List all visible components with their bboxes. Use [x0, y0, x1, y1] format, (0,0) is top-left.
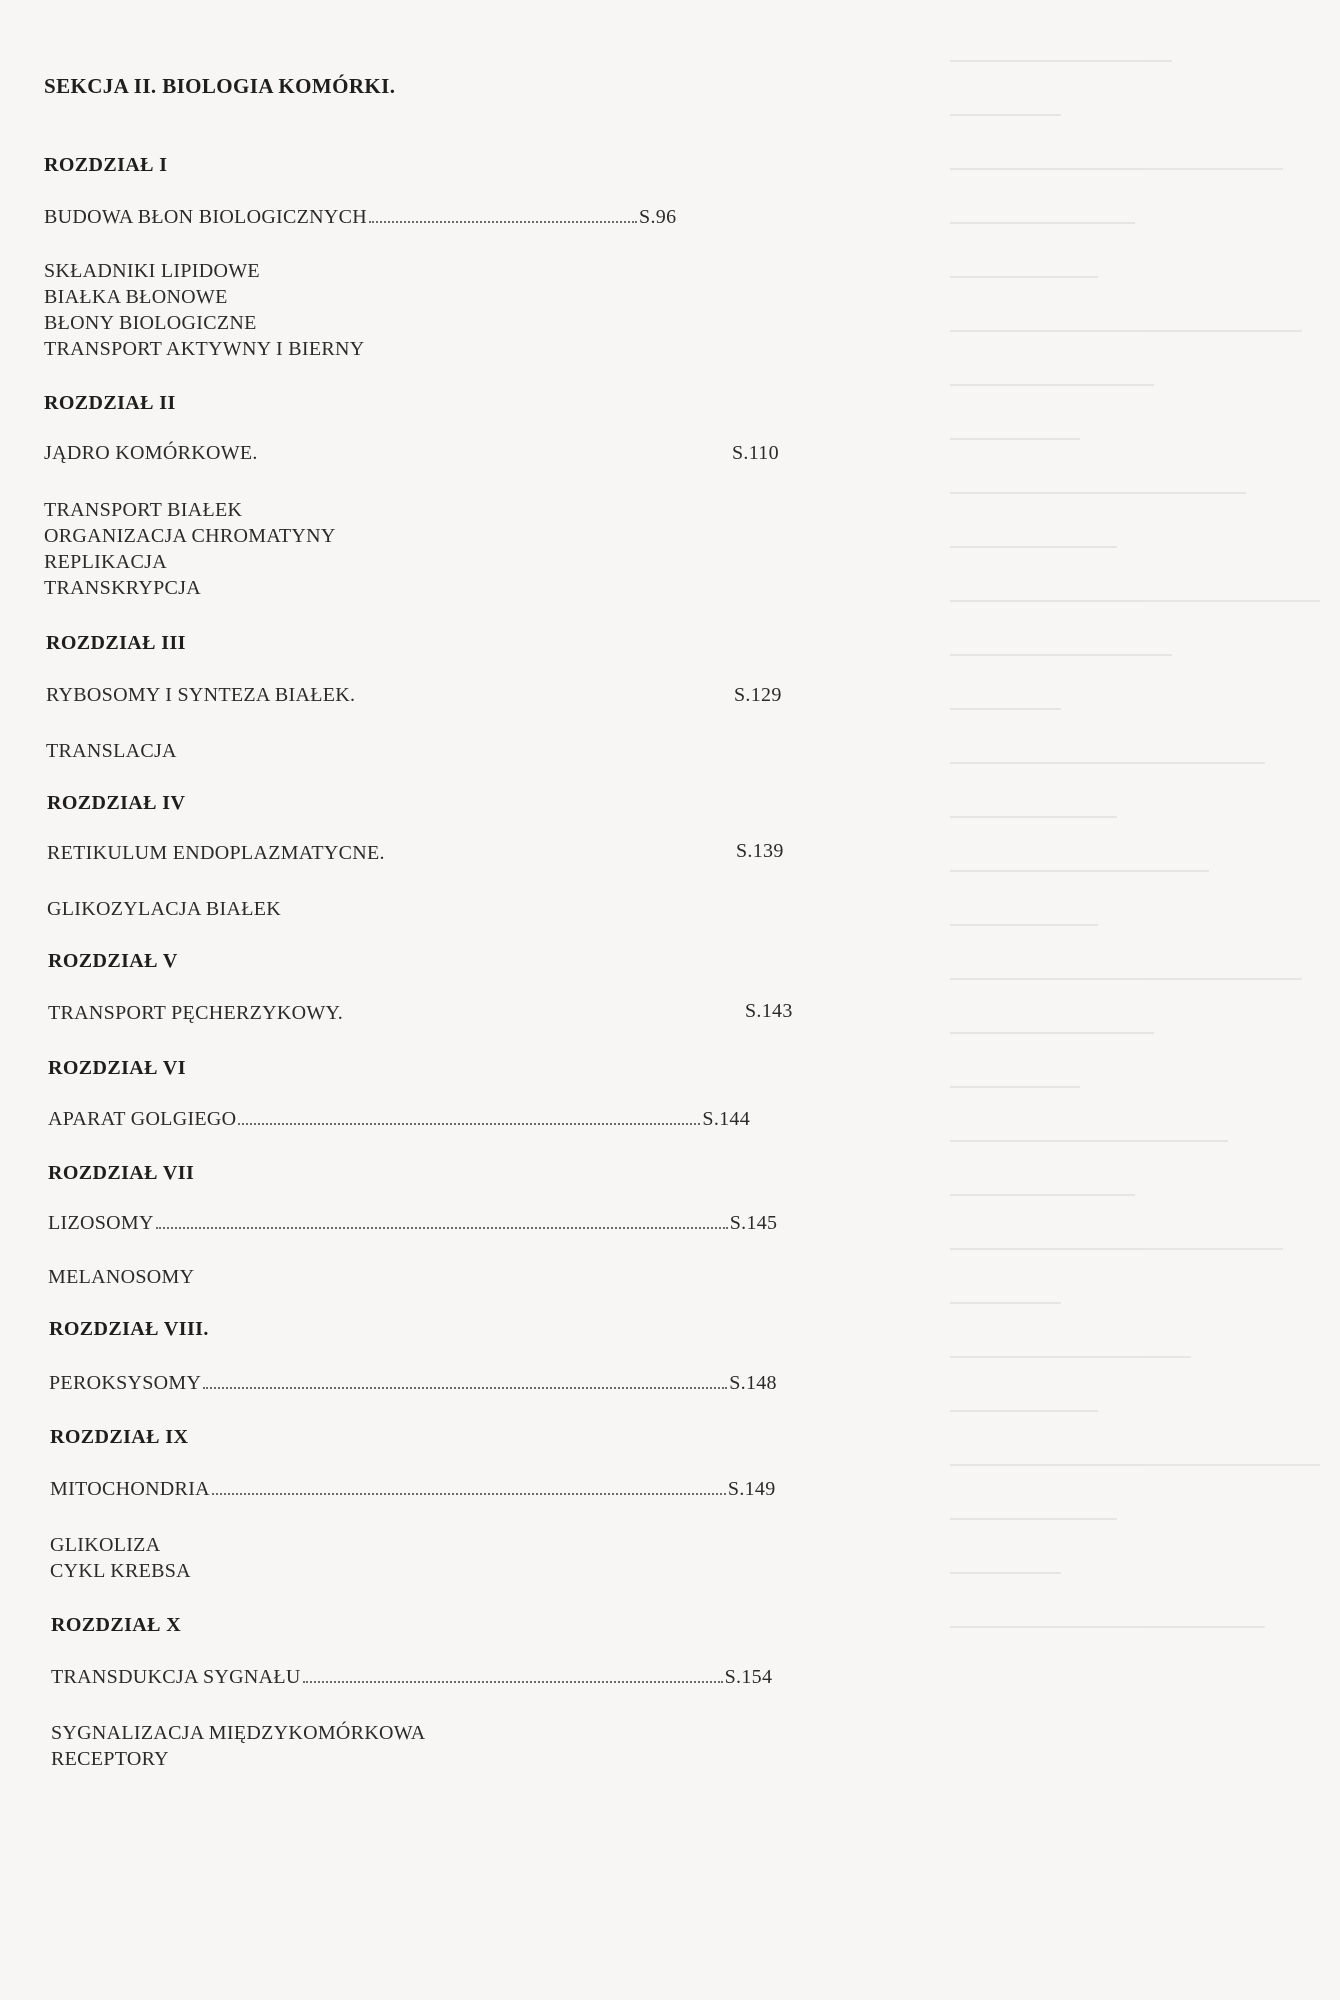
chapter-title-1: BUDOWA BŁON BIOLOGICZNYCH	[44, 206, 368, 228]
chapter-entry-8	[49, 1372, 777, 1395]
topic-item: MELANOSOMY	[48, 1266, 195, 1288]
topic-item: REPLIKACJA	[44, 551, 168, 573]
page-ref-7: S.145	[729, 1212, 778, 1234]
chapter-heading-3: ROZDZIAŁ III	[46, 632, 186, 654]
chapter-topics-9	[50, 1532, 191, 1584]
chapter-title-6: APARAT GOLGIEGO	[48, 1108, 237, 1130]
chapter-topics-2	[44, 497, 336, 601]
dot-leader	[156, 1226, 728, 1229]
page-ref-10: S.154	[724, 1666, 773, 1688]
topic-item: TRANSPORT AKTYWNY I BIERNY	[44, 338, 365, 360]
chapter-title-8: PEROKSYSOMY	[49, 1372, 202, 1394]
chapter-title-7: LIZOSOMY	[48, 1212, 154, 1234]
page-ref-8: S.148	[729, 1372, 777, 1394]
topic-item: ORGANIZACJA CHROMATYNY	[44, 525, 336, 547]
topic-item: GLIKOZYLACJA BIAŁEK	[47, 898, 282, 920]
dot-leader	[369, 220, 637, 223]
chapter-heading-4: ROZDZIAŁ IV	[47, 792, 186, 814]
dot-leader	[212, 1492, 726, 1495]
topic-item: CYKL KREBSA	[50, 1560, 191, 1582]
page-ref-2: S.110	[732, 442, 779, 464]
bleed-through-background	[950, 60, 1320, 1820]
chapter-heading-5: ROZDZIAŁ V	[48, 950, 178, 972]
chapter-heading-2: ROZDZIAŁ II	[44, 392, 176, 414]
page-ref-6: S.144	[702, 1108, 751, 1130]
chapter-topics-1	[44, 258, 365, 362]
chapter-entry-10	[51, 1666, 772, 1689]
chapter-title-10: TRANSDUKCJA SYGNAŁU	[51, 1666, 301, 1688]
page-ref-5: S.143	[745, 1000, 793, 1022]
section-title: SEKCJA II. BIOLOGIA KOMÓRKI.	[44, 74, 396, 98]
chapter-heading-9: ROZDZIAŁ IX	[50, 1426, 189, 1448]
topic-item: SKŁADNIKI LIPIDOWE	[44, 260, 260, 282]
topic-item: BŁONY BIOLOGICZNE	[44, 312, 257, 334]
chapter-topics-4	[47, 896, 281, 922]
dot-leader	[303, 1680, 723, 1683]
topic-item: TRANSLACJA	[46, 740, 177, 762]
chapter-title-4: RETIKULUM ENDOPLAZMATYCNE.	[47, 842, 385, 864]
chapter-title-9: MITOCHONDRIA	[50, 1478, 210, 1500]
chapter-heading-6: ROZDZIAŁ VI	[48, 1057, 186, 1079]
topic-item: RECEPTORY	[51, 1748, 169, 1770]
chapter-entry-9	[50, 1478, 776, 1501]
page-ref-9: S.149	[727, 1478, 776, 1500]
chapter-heading-1: ROZDZIAŁ I	[44, 154, 168, 176]
dot-leader	[203, 1386, 727, 1389]
chapter-entry-1	[44, 206, 676, 229]
chapter-heading-7: ROZDZIAŁ VII	[48, 1162, 195, 1184]
chapter-title-5: TRANSPORT PĘCHERZYKOWY.	[48, 1002, 343, 1024]
topic-item: SYGNALIZACJA MIĘDZYKOMÓRKOWA	[51, 1722, 426, 1744]
dot-leader	[238, 1122, 700, 1125]
topic-item: GLIKOLIZA	[50, 1534, 161, 1556]
chapter-title-3: RYBOSOMY I SYNTEZA BIAŁEK.	[46, 684, 356, 706]
chapter-topics-7	[48, 1264, 194, 1290]
page-ref-3: S.129	[734, 684, 782, 706]
chapter-topics-10	[51, 1720, 426, 1772]
page-ref-1: S.96	[639, 206, 677, 228]
chapter-heading-8: ROZDZIAŁ VIII.	[49, 1318, 209, 1340]
topic-item: TRANSKRYPCJA	[44, 577, 201, 599]
topic-item: BIAŁKA BŁONOWE	[44, 286, 228, 308]
chapter-title-2: JĄDRO KOMÓRKOWE.	[44, 442, 258, 464]
page-ref-4: S.139	[736, 840, 784, 862]
chapter-topics-3	[46, 738, 177, 764]
chapter-entry-6	[48, 1108, 750, 1131]
chapter-entry-7	[48, 1212, 777, 1235]
topic-item: TRANSPORT BIAŁEK	[44, 499, 243, 521]
chapter-heading-10: ROZDZIAŁ X	[51, 1614, 182, 1636]
